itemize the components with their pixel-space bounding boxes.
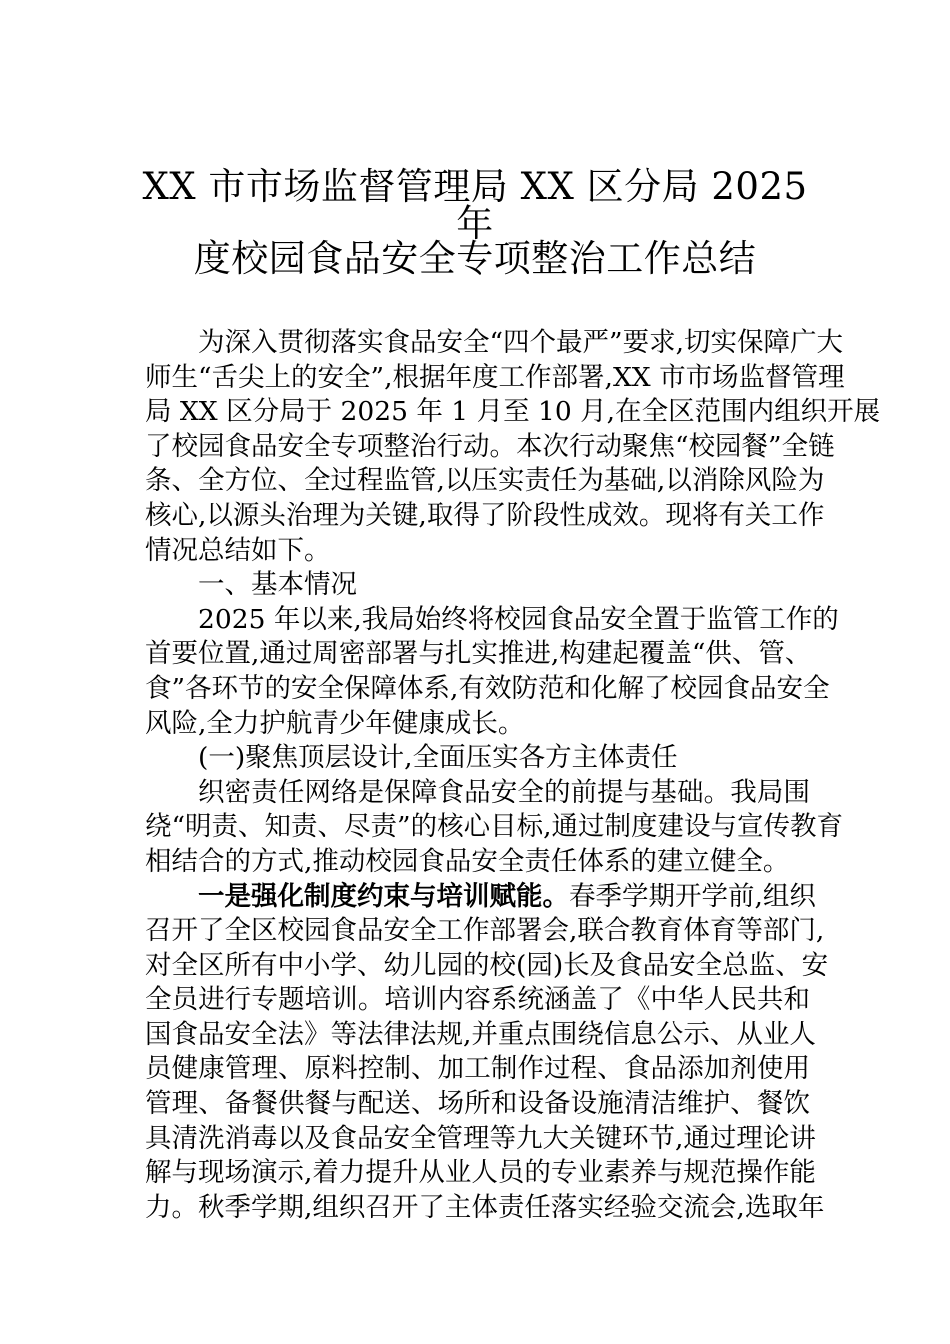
body-line-text: 春季学期开学前,组织 (569, 880, 816, 912)
body-line-text: 为深入贯彻落实食品安全“四个最严”要求,切实保障广大 (198, 327, 844, 358)
body-line (145, 1052, 810, 1087)
body-line (145, 983, 810, 1018)
body-line-text: 师生“舌尖上的安全”,根据年度工作部署,XX 市市场监督管理 (145, 361, 845, 393)
bold-lead-phrase: 一是强化制度约束与培训赋能。 (198, 880, 569, 912)
body-line-text: 了校园食品安全专项整治行动。本次行动聚焦“校园餐”全链 (145, 430, 835, 462)
body-line-text: 织密责任网络是保障食品安全的前提与基础。我局围 (198, 776, 810, 808)
body-line-text: 食”各环节的安全保障体系,有效防范和化解了校园食品安全 (145, 672, 830, 704)
body-line-text: 首要位置,通过周密部署与扎实推进,构建起覆盖“供、管、 (145, 638, 812, 670)
body-line-text: 召开了全区校园食品安全工作部署会,联合教育体育等部门, (145, 915, 825, 947)
body-line-text: 核心,以源头治理为关键,取得了阶段性成效。现将有关工作 (145, 499, 825, 531)
body-line (145, 914, 825, 949)
body-line (145, 1122, 816, 1157)
body-line-text: 管理、备餐供餐与配送、场所和设备设施清洁维护、餐饮 (145, 1088, 810, 1120)
body-line (145, 464, 825, 499)
body-line (145, 1018, 816, 1053)
body-line (145, 1087, 810, 1122)
body-line (145, 534, 810, 569)
body-line (145, 499, 825, 534)
body-line (145, 880, 816, 915)
body-line (145, 810, 844, 845)
document-title-line-2: 度校园食品安全专项整治工作总结 (193, 237, 757, 280)
body-line-text: 条、全方位、全过程监管,以压实责任为基础,以消除风险为 (145, 465, 825, 497)
body-line (145, 776, 810, 811)
body-line (145, 845, 810, 880)
body-line-text: 对全区所有中小学、幼儿园的校(园)长及食品安全总监、安 (145, 949, 829, 981)
body-line (145, 395, 881, 430)
document-title-line-1: XX 市市场监督管理局 XX 区分局 2025 年 (142, 165, 808, 245)
body-line (145, 707, 810, 742)
body-line (145, 568, 810, 603)
body-line-text: 风险,全力护航青少年健康成长。 (145, 707, 525, 739)
document-body (145, 326, 881, 1225)
body-line-text: 力。秋季学期,组织召开了主体责任落实经验交流会,选取年 (145, 1191, 825, 1223)
body-line-text: 2025 年以来,我局始终将校园食品安全置于监管工作的 (198, 603, 839, 635)
body-line-text: 局 XX 区分局于 2025 年 1 月至 10 月,在全区范围内组织开展 (145, 396, 881, 428)
body-line (145, 603, 839, 638)
body-line-text: 解与现场演示,着力提升从业人员的专业素养与规范操作能 (145, 1157, 816, 1189)
body-line (145, 1191, 825, 1226)
body-line-text: 一、基本情况 (198, 569, 357, 601)
body-line-text: (一)聚焦顶层设计,全面压实各方主体责任 (198, 742, 678, 774)
body-line (145, 637, 810, 672)
body-line (145, 361, 845, 396)
body-line-text: 员健康管理、原料控制、加工制作过程、食品添加剂使用 (145, 1053, 810, 1085)
body-line (145, 326, 844, 361)
body-line-text: 绕“明责、知责、尽责”的核心目标,通过制度建设与宣传教育 (145, 811, 844, 843)
body-line-text: 具清洗消毒以及食品安全管理等九大关键环节,通过理论讲 (145, 1122, 816, 1154)
body-line (145, 741, 810, 776)
body-line (145, 949, 829, 984)
body-line-text: 相结合的方式,推动校园食品安全责任体系的建立健全。 (145, 845, 790, 877)
body-line (145, 430, 835, 465)
body-line-text: 情况总结如下。 (145, 534, 331, 566)
body-line-text: 国食品安全法》等法律法规,并重点围绕信息公示、从业人 (145, 1018, 816, 1050)
body-line-text: 全员进行专题培训。培训内容系统涵盖了《中华人民共和 (145, 984, 810, 1016)
body-line (145, 672, 830, 707)
body-line (145, 1156, 816, 1191)
